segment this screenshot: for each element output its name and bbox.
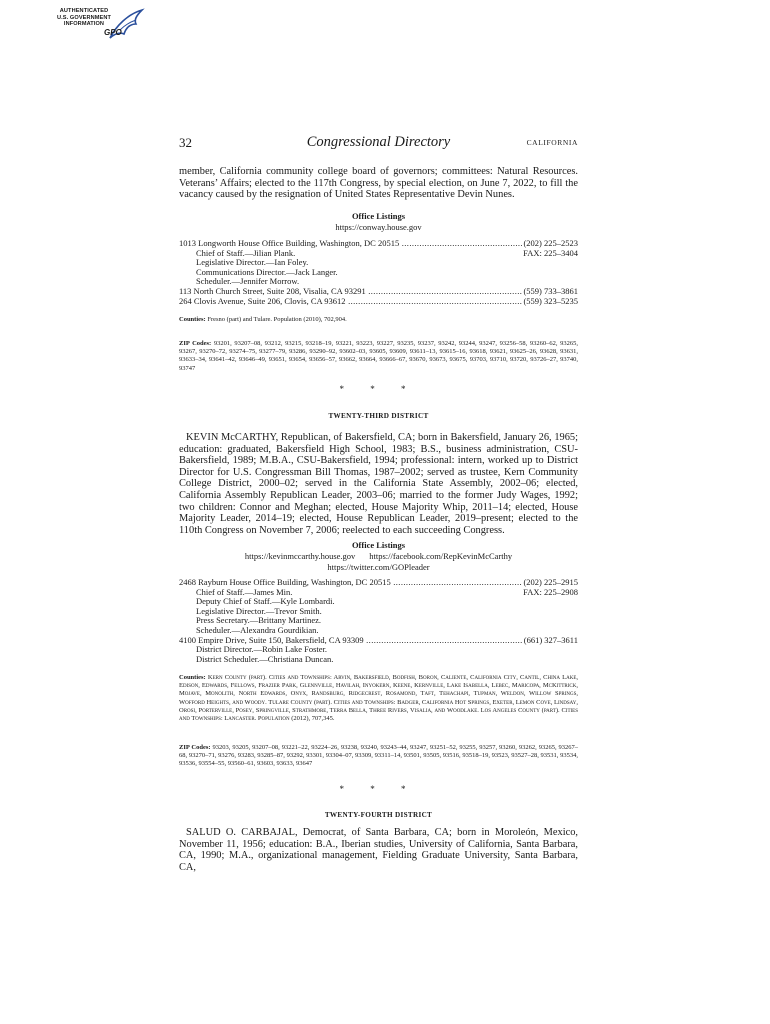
counties-1 <box>179 316 578 324</box>
office-row <box>179 287 578 297</box>
staff-member: Communications Director.—Jack Langer. <box>196 266 338 277</box>
office-url: https://conway.house.gov <box>335 222 422 232</box>
eagle-icon <box>106 8 146 44</box>
office-block-23 <box>179 578 578 664</box>
office-listings-heading: Office Listings <box>351 540 406 550</box>
counties-label: Counties: <box>179 316 206 323</box>
office-listings-23 <box>179 539 578 573</box>
office-phone: (559) 323–5235 <box>523 295 578 306</box>
zip-codes-1 <box>179 340 578 373</box>
dc-fax: FAX: 225–2908 <box>523 586 578 597</box>
seal-line-2: U.S. GOVERNMENT <box>56 14 112 21</box>
office-block-1 <box>179 239 578 306</box>
counties-value: Fresno (part) and Tulare. Population (2010), 702,904. <box>207 316 347 323</box>
office-urls <box>179 551 578 562</box>
staff-member: Legislative Director.—Ian Foley. <box>196 257 309 268</box>
seal-line-3: INFORMATION <box>63 21 105 28</box>
bio-23 <box>179 432 578 536</box>
website-link: https://kevinmccarthy.house.gov <box>244 551 356 561</box>
zip-codes-23 <box>179 744 578 769</box>
office-listings-1 <box>179 210 578 233</box>
dc-address: 2468 Rayburn House Office Building, Washington, DC 20515 ..... <box>179 578 522 588</box>
dc-address: 1013 Longworth House Office Building, Washington, DC 20515 ..... <box>179 239 522 249</box>
dc-fax: FAX: 225–3404 <box>523 247 578 258</box>
seal-gpo: GPO <box>104 28 122 37</box>
counties-value: Kern County (part). Cities and Townships: Arvin, Bakersfield, Bodfish, Boron, Caliente, California City, Cantil, China Lake, Edison, Edwards, Fellows, Frazier Park, Glennville, Havilah, Inyokern, Keene, Kernville, Lake Isabella, Lebec, Maricopa, McKittrick, Mojave, Monolith, North Edwards, Onyx, Randsburg, Ridgecrest, Rosamond, Taft, Tehachapi, Tupman, Weldon, Willow Springs, Wofford Heights, and Woody. Tulare County (part). Cities and Townships: Badger, California Hot Springs, Exeter, Lemon Cove, Lindsay, Orosi, Porterville, Posey, Springville, Strathmore, Terra Bella, Three Rivers, Visalia, and Woodlake. Los Angeles County (part). Cities and Townships: Lancaster. Population (2012), 707,345. <box>179 674 578 723</box>
staff-member: District Scheduler.—Christiana Duncan. <box>196 653 334 664</box>
office-phone: (559) 733–3861 <box>523 285 578 296</box>
page-title: Congressional Directory <box>306 134 451 150</box>
zip-text <box>179 340 578 373</box>
zip-text <box>179 744 578 769</box>
local-phone: (661) 327–3611 <box>523 634 578 645</box>
running-header <box>179 134 578 152</box>
zip-label: ZIP Codes: <box>179 744 211 751</box>
intro-text: member, California community college board of governors; committees: Natural Resources. Veterans’ Affairs; elected to the 117th Congress, by special election, on June 7, 2022, to fill the vacancy caused by the resignation of United States Representative Devin Nunes. <box>179 166 578 201</box>
facebook-link: https://facebook.com/RepKevinMcCarthy <box>369 551 513 561</box>
dc-phone: (202) 225–2915 <box>523 577 578 587</box>
zip-value: 93203, 93205, 93207–08, 93221–22, 93224–26, 93238, 93240, 93243–44, 93247, 93251–52, 93255, 93257, 93260, 93262, 93265, 93267–68, 93270–71, 93276, 93283, 93285–87, 93292, 93301, 93304–07, 93309, 93311–14, 93501, 93505, 93516, 93518–19, 93523, 93527–28, 93531, 93534, 93536, 93554–55, 93560–61, 93603, 93633, 93647 <box>179 744 579 768</box>
dc-office-row <box>179 578 578 588</box>
staff-member: Press Secretary.—Brittany Martinez. <box>196 615 322 626</box>
local-address: 4100 Empire Drive, Suite 150, Bakersfield, CA 93309 ..... <box>179 636 522 646</box>
district-title-23: TWENTY-THIRD DISTRICT <box>328 412 429 420</box>
zip-label: ZIP Codes: <box>179 340 212 347</box>
staff-member: Scheduler.—Jennifer Morrow. <box>196 276 300 287</box>
district-title-24: TWENTY-FOURTH DISTRICT <box>324 811 433 819</box>
bio-text: SALUD O. CARBAJAL, Democrat, of Santa Barbara, CA; born in Moroleón, Mexico, November 11, 1956; education: B.A., Iberian studies, University of California, Santa Barbara, CA, 1990; M.A., organizational management, Fielding Graduate University, Santa Barbara, CA, <box>179 827 578 873</box>
staff-member: Chief of Staff.—Jilian Plank. <box>196 248 296 258</box>
office-address: 113 North Church Street, Suite 208, Visalia, CA 93291 ..... <box>179 287 522 297</box>
twitter-link: https://twitter.com/GOPleader <box>327 562 430 572</box>
section-separator: * * * <box>339 784 418 794</box>
staff-member: Chief of Staff.—James Min. <box>196 587 293 597</box>
bio-24 <box>179 827 578 873</box>
dc-phone: (202) 225–2523 <box>523 238 578 248</box>
office-row <box>179 297 578 307</box>
page-number: 32 <box>179 135 192 150</box>
intro-paragraph <box>179 166 578 201</box>
gpo-authentication-seal <box>50 8 150 48</box>
staff-member: Scheduler.—Alexandra Gourdikian. <box>196 624 319 635</box>
dc-office-row <box>179 239 578 249</box>
counties-text <box>179 316 578 324</box>
seal-line-1: AUTHENTICATED <box>59 8 109 14</box>
section-separator: * * * <box>339 384 418 394</box>
office-listings-heading: Office Listings <box>351 211 406 221</box>
state-label: CALIFORNIA <box>526 138 578 147</box>
counties-label: Counties: <box>179 674 206 681</box>
staff-member: Deputy Chief of Staff.—Kyle Lombardi. <box>196 596 335 607</box>
staff-member: Legislative Director.—Trevor Smith. <box>196 605 322 616</box>
office-address: 264 Clovis Avenue, Suite 206, Clovis, CA 93612 ..... <box>179 297 522 307</box>
staff-member: District Director.—Robin Lake Foster. <box>196 644 328 655</box>
zip-value: 93201, 93207–08, 93212, 93215, 93218–19, 93221, 93223, 93227, 93235, 93237, 93242, 93244, 93247, 93256–58, 93260–62, 93265, 93267, 93270–72, 93274–75, 93277–79, 93286, 93290–92, 93602–03, 93605, 93609, 93611–13, 93615–16, 93618, 93621, 93625–26, 93628, 93631, 93633–34, 93641–42, 93646–49, 93651, 93654, 93656–57, 93662, 93664, 93666–67, 93670, 93673, 93675, 93703, 93710, 93720, 93726–27, 93740, 93747 <box>179 340 579 372</box>
counties-23 <box>179 674 578 723</box>
bio-text: KEVIN McCARTHY, Republican, of Bakersfield, CA; born in Bakersfield, January 26, 1965; education: graduated, Bakersfield High School, 1983; B.S., business administration, CSU-Bakersfield, 1989; M.B.A., CSU-Bakersfield, 1994; professional: intern, worked up to District Director for U.S. Congressman Bill Thomas, 1987–2002; served as trustee, Kern Community College District, 2000–02; served in the California State Assembly, 2002–06; elected, California Assembly Republican Leader, 2003–06; married to the former Judy Wages, 1992; two children: Connor and Meghan; elected, House Majority Whip, 2011–14; elected, House Majority Leader, 2014–19; elected, House Republican Leader, 2019–present; elected to the 110th Congress on November 7, 2006; reelected to each succeeding Congress. <box>179 432 578 536</box>
counties-text <box>179 674 578 723</box>
